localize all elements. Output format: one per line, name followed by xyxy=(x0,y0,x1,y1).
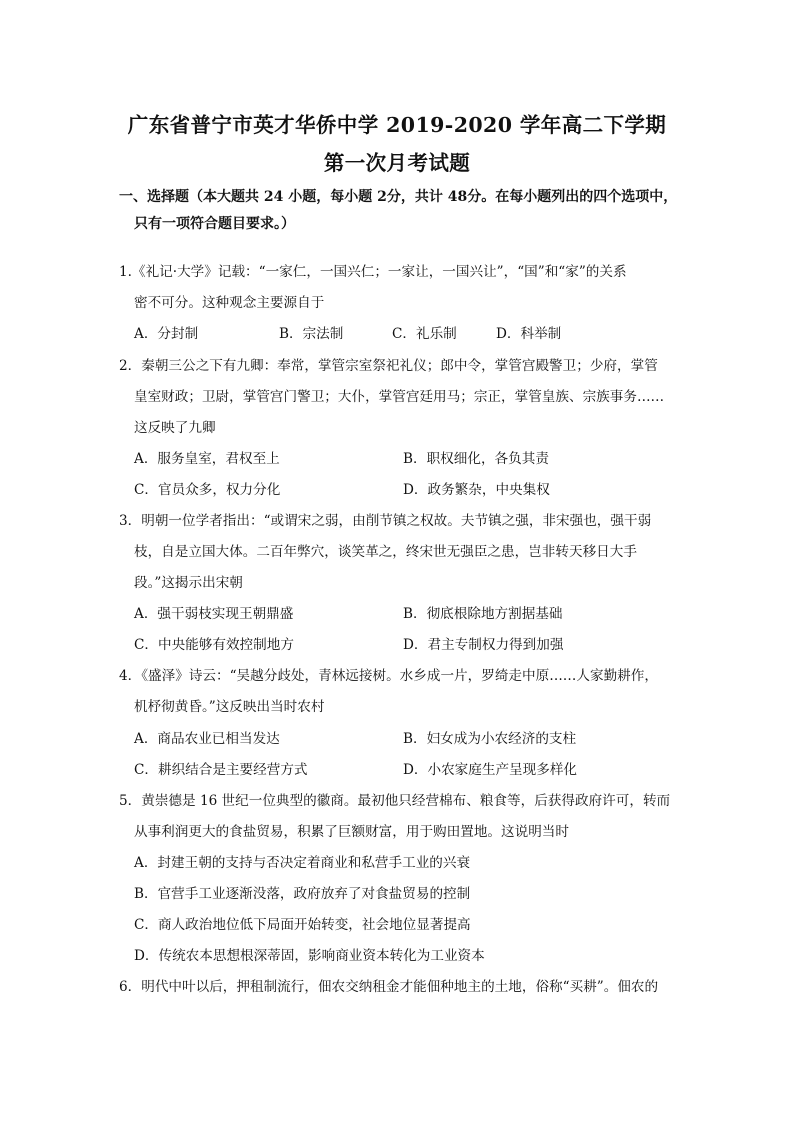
question-4-stem-line1: 4．《盛泽》诗云：“吴越分歧处，青林远接树。水乡成一片，罗绮走中原……人家勤耕作， xyxy=(119,668,658,684)
question-1-stem-line1: 1.《礼记·大学》记载：“一家仁，一国兴仁；一家让，一国兴让”，“国”和“家”的关系 xyxy=(119,264,627,280)
question-2-option-a: A．服务皇室，君权至上 xyxy=(134,451,280,467)
section-heading-line1: 一、选择题（本大题共 24 小题，每小题 2分，共计 48分。在每小题列出的四个选项中， xyxy=(119,189,678,205)
question-1-option-b: B．宗法制 xyxy=(279,326,344,342)
question-3-option-b: B．彻底根除地方割据基础 xyxy=(403,606,563,622)
question-6-stem-line1: 6．明代中叶以后，押租制流行，佃农交纳租金才能佃种地主的土地，俗称“买耕”。佃农的 xyxy=(119,979,659,995)
question-5-stem-line1: 5．黄崇德是 16 世纪一位典型的徽商。最初他只经营棉布、粮食等，后获得政府许可，转而 xyxy=(119,793,671,809)
question-4-option-d: D．小农家庭生产呈现多样化 xyxy=(403,762,578,778)
question-5-option-c: C．商人政治地位低下局面开始转变，社会地位显著提高 xyxy=(134,917,471,933)
question-4-stem-line2: 机杼彻黄昏。”这反映出当时农村 xyxy=(134,699,325,715)
question-3-stem-line1: 3．明朝一位学者指出：“或谓宋之弱，由削节镇之权故。夫节镇之强，非宋强也，强干弱 xyxy=(119,513,652,529)
question-3-stem-line2: 枝，自是立国大体。二百年弊穴，谈笑革之，终宋世无强臣之患，岂非转天移日大手 xyxy=(134,544,637,560)
question-4-option-a: A．商品农业已相当发达 xyxy=(134,731,280,747)
question-1-option-a: A．分封制 xyxy=(134,326,199,342)
question-3-option-d: D．君主专制权力得到加强 xyxy=(403,637,564,653)
question-3-option-c: C．中央能够有效控制地方 xyxy=(134,637,294,653)
question-1-stem-line2: 密不可分。这种观念主要源自于 xyxy=(134,295,325,311)
question-2-stem-line3: 这反映了九卿 xyxy=(134,420,216,436)
question-5-option-b: B．官营手工业逐渐没落，政府放弃了对食盐贸易的控制 xyxy=(134,886,471,902)
question-5-stem-line2: 从事利润更大的食盐贸易，积累了巨额财富，用于购田置地。这说明当时 xyxy=(134,824,569,840)
document-title-line2: 第一次月考试题 xyxy=(323,151,471,175)
question-5-option-d: D．传统农本思想根深蒂固，影响商业资本转化为工业资本 xyxy=(134,948,485,964)
question-2-option-c: C．官员众多，权力分化 xyxy=(134,482,281,498)
question-3-option-a: A．强干弱枝实现王朝鼎盛 xyxy=(134,606,294,622)
question-4-option-c: C．耕织结合是主要经营方式 xyxy=(134,762,308,778)
question-5-option-a: A．封建王朝的支持与否决定着商业和私营手工业的兴衰 xyxy=(134,855,471,871)
question-1-option-c: C．礼乐制 xyxy=(392,326,457,342)
section-heading xyxy=(119,184,679,238)
question-2-option-d: D．政务繁杂，中央集权 xyxy=(403,482,550,498)
document-title-line1: 广东省普宁市英才华侨中学 2019-2020 学年高二下学期 xyxy=(127,113,667,137)
section-heading-line2: 只有一项符合题目要求。） xyxy=(134,216,295,232)
question-4-option-b: B．妇女成为小农经济的支柱 xyxy=(403,731,577,747)
question-1-option-d: D．科举制 xyxy=(496,326,562,342)
question-2-stem-line2: 皇室财政；卫尉，掌管宫门警卫；大仆，掌管宫廷用马；宗正，掌管皇族、宗族事务…… xyxy=(134,389,665,405)
question-2-option-b: B．职权细化，各负其责 xyxy=(403,451,549,467)
question-3-stem-line3: 段。”这揭示出宋朝 xyxy=(134,575,243,591)
question-2-stem-line1: 2．秦朝三公之下有九卿：奉常，掌管宗室祭祀礼仪；郎中令，掌管宫殿警卫；少府，掌管 xyxy=(119,358,658,374)
